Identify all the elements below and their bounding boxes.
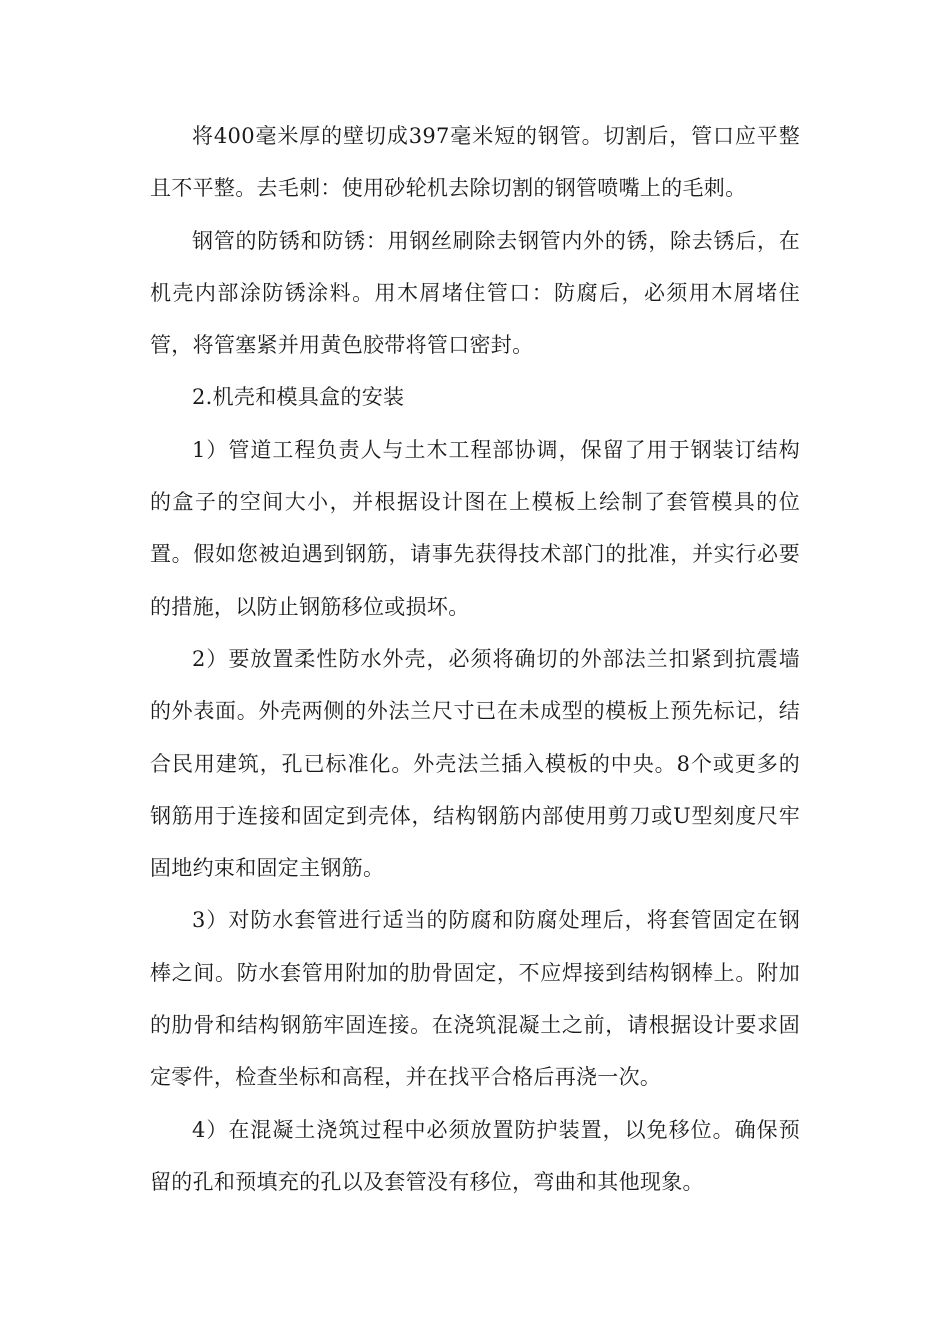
section-heading-installation: 2.机壳和模具盒的安装 [192, 385, 405, 410]
paragraph-step-4: 4）在混凝土浇筑过程中必须放置防护装置，以免移位。确保预留的孔和预填充的孔以及套管没有移位，弯曲和其他现象。 [150, 1117, 800, 1194]
paragraph-cutting: 将400毫米厚的壁切成397毫米短的钢管。切割后，管口应平整且不平整。去毛刺：使用砂轮机去除切割的钢管喷嘴上的毛刺。 [150, 124, 800, 201]
paragraph-step-1: 1）管道工程负责人与土木工程部协调，保留了用于钢装订结构的盒子的空间大小，并根据设计图在上模板上绘制了套管模具的位置。假如您被迫遇到钢筋，请事先获得技术部门的批准，并实行必要的措施，以防止钢筋移位或损坏。 [150, 437, 800, 619]
document-body [150, 110, 800, 1208]
paragraph-step-2: 2）要放置柔性防水外壳，必须将确切的外部法兰扣紧到抗震墙的外表面。外壳两侧的外法兰尺寸已在未成型的模板上预先标记，结合民用建筑，孔已标准化。外壳法兰插入模板的中央。8个或更多的钢筋用于连接和固定到壳体，结构钢筋内部使用剪刀或U型刻度尺牢固地约束和固定主钢筋。 [150, 646, 800, 881]
paragraph-rust-prevention: 钢管的防锈和防锈：用钢丝刷除去钢管内外的锈，除去锈后，在机壳内部涂防锈涂料。用木屑堵住管口：防腐后，必须用木屑堵住管，将管塞紧并用黄色胶带将管口密封。 [150, 228, 800, 358]
paragraph-step-3: 3）对防水套管进行适当的防腐和防腐处理后，将套管固定在钢棒之间。防水套管用附加的肋骨固定，不应焊接到结构钢棒上。附加的肋骨和结构钢筋牢固连接。在浇筑混凝土之前，请根据设计要求固定零件，检查坐标和高程，并在找平合格后再浇一次。 [150, 908, 800, 1090]
